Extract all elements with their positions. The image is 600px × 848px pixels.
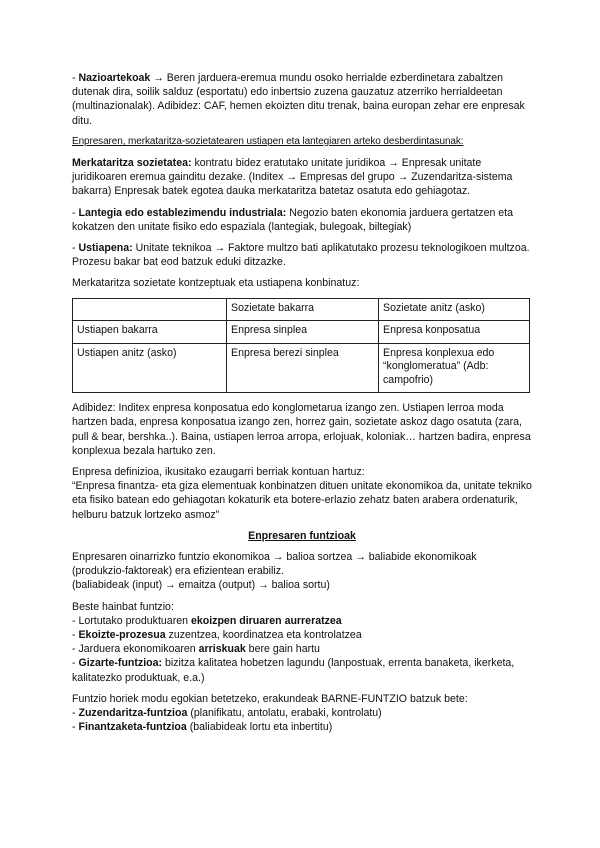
merkataritza-paragraph xyxy=(72,156,532,199)
list-item-suffix: bere gain hartu xyxy=(245,643,320,656)
list-item-prefix: - xyxy=(72,657,79,670)
list-item-prefix: - xyxy=(72,721,79,734)
list-item-prefix: - xyxy=(72,628,79,641)
definizioa-intro: Enpresa definizioa, ikusitako ezaugarri berriak kontuan hartuz: xyxy=(72,465,365,478)
table-cell: Enpresa konposatua xyxy=(379,321,530,344)
table-cell: Ustiapen bakarra xyxy=(73,321,227,344)
beste-list xyxy=(72,614,532,685)
oinarrizko-paragraph: Enpresaren oinarrizko funtzio ekonomikoa → balioa sortzea → baliabide ekonomikoak (produkzio-faktoreak) era efizientean erabiliz. xyxy=(72,550,477,578)
definizioa-quote: “Enpresa finantza- eta giza elementuak konbinatzen dituen unitate ekonomikoa da, unitate tekniko eta fisiko batean edo gehiagotan kokaturik eta botere-erlazio zehatz baten arabera ordenaturik, helburu batzuk lortzeko asmoz” xyxy=(72,480,532,521)
table-cell: Enpresa berezi sinplea xyxy=(227,343,379,393)
table-header-row xyxy=(73,298,530,321)
nazioartekoak-text: → Beren jarduera-eremua mundu osoko herrialde ezberdinetara zabaltzen dutenak dira, soilik salduz (esportatu) edo inbertsio zuzena gauzatuz atzerriko herrialdeetan (multinazionalak). Adibidez: CAF, hemen ekoizten ditu trenak, baina europan zehar ere enpresak ditu. xyxy=(72,72,525,127)
list-item-prefix: - xyxy=(72,707,79,719)
list-item-suffix: (baliabideak lortu eta inbertitu) xyxy=(186,721,333,734)
table-cell: Enpresa konplexua edo “konglomeratua” (Adb: campofrio) xyxy=(379,343,530,393)
table-intro: Merkataritza sozietate kontzeptuak eta ustiapena konbinatuz: xyxy=(72,277,360,290)
ustiapena-text: Unitate teknikoa → Faktore multzo bati aplikatutako prozesu teknologikoen multzoa. Prozesu bakar bat eod batzuk eduki ditzazke. xyxy=(72,242,530,269)
merkataritza-text: kontratu bidez eratutako unitate juridikoa → Enpresak unitate juridikoaren eremua gainditu dezake. (Inditex → Empresas del grupo → Zuzendaritza-sistema bakarra) Enpresak batek egotea dauka merkataritza batetaz osatuta edo gehiagotaz. xyxy=(72,157,513,198)
list-item xyxy=(72,656,532,684)
list-item-bold: Zuzendaritza-funtzioa xyxy=(78,707,188,719)
table-header-cell xyxy=(73,298,227,321)
list-item-prefix: - Jarduera ekonomikoaren xyxy=(72,643,199,656)
list-item-suffix: bizitza kalitatea hobetzen lagundu (lanpostuak, errenta banaketa, ikerketa, kalitatezko produktuak, e.a.) xyxy=(72,657,515,684)
barne-intro: Funtzio horiek modu egokian betetzeko, erakundeak BARNE-FUNTZIO batzuk bete: xyxy=(72,692,468,705)
section-heading: Enpresaren, merkataritza-sozietatearen ustiapen eta lantegiaren arteko desberdintasunak: xyxy=(72,135,464,147)
table-row xyxy=(73,343,530,393)
lantegia-text: Negozio baten ekonomia jarduera gertatzen eta kokatzen den unitate fisiko edo espaziala (lantegiak, bulegoak, biltegiak) xyxy=(72,206,514,233)
lantegia-paragraph xyxy=(72,206,532,234)
barne-list xyxy=(72,706,532,734)
bullet-dash: - xyxy=(72,72,79,84)
term-merkataritza: Merkataritza sozietatea: xyxy=(72,157,192,170)
funtzioak-title: Enpresaren funtzioak xyxy=(248,529,356,542)
list-item xyxy=(72,642,532,656)
list-item-bold: Ekoizte-prozesua xyxy=(78,628,166,641)
table-header-cell: Sozietate bakarra xyxy=(227,298,379,321)
list-item-prefix: - Lortutako produktuaren xyxy=(72,614,191,627)
table-cell: Enpresa sinplea xyxy=(227,321,379,344)
nazioartekoak-paragraph xyxy=(72,71,532,128)
table-header-cell: Sozietate anitz (asko) xyxy=(379,298,530,321)
list-item xyxy=(72,720,532,734)
term-lantegia: Lantegia edo establezimendu industriala: xyxy=(78,206,287,219)
baliabideak-line: (baliabideak (input) → emaitza (output) → balioa sortu) xyxy=(72,579,330,592)
list-item-bold: arriskuak xyxy=(198,643,246,656)
ustiapena-paragraph xyxy=(72,241,532,269)
list-item-suffix: (planifikatu, antolatu, erabaki, kontrolatu) xyxy=(187,707,382,719)
list-item-bold: ekoizpen diruaren aurreratzea xyxy=(190,614,342,627)
table-cell: Ustiapen anitz (asko) xyxy=(73,343,227,393)
list-item-suffix: zuzentzea, koordinatzea eta kontrolatzea xyxy=(165,628,362,641)
table-row xyxy=(73,321,530,344)
document-body xyxy=(72,71,532,734)
bullet-dash: - xyxy=(72,242,79,255)
list-item xyxy=(72,706,532,720)
concept-table xyxy=(72,298,530,394)
list-item xyxy=(72,614,532,628)
bullet-dash: - xyxy=(72,206,79,219)
adibidez-paragraph: Adibidez: Inditex enpresa konposatua edo konglometarua izango zen. Ustiapen lerroa moda hartzen bada, enpresa konposatua izango zen, horrez gain, sozietate askoz dago osatuta (zara, pull & bear, bershka..). Baina, ustiapen lerroa arropa, erlojuak, koloniak… hartzen badira, enpresa konplexua bezala hartuko zen. xyxy=(72,402,531,457)
list-item xyxy=(72,628,532,642)
term-ustiapena: Ustiapena: xyxy=(78,242,133,255)
list-item-bold: Finantzaketa-funtzioa xyxy=(78,721,187,734)
term-nazioartekoak: Nazioartekoak xyxy=(78,72,151,84)
list-item-bold: Gizarte-funtzioa: xyxy=(78,657,163,670)
beste-intro: Beste hainbat funtzio: xyxy=(72,600,174,613)
